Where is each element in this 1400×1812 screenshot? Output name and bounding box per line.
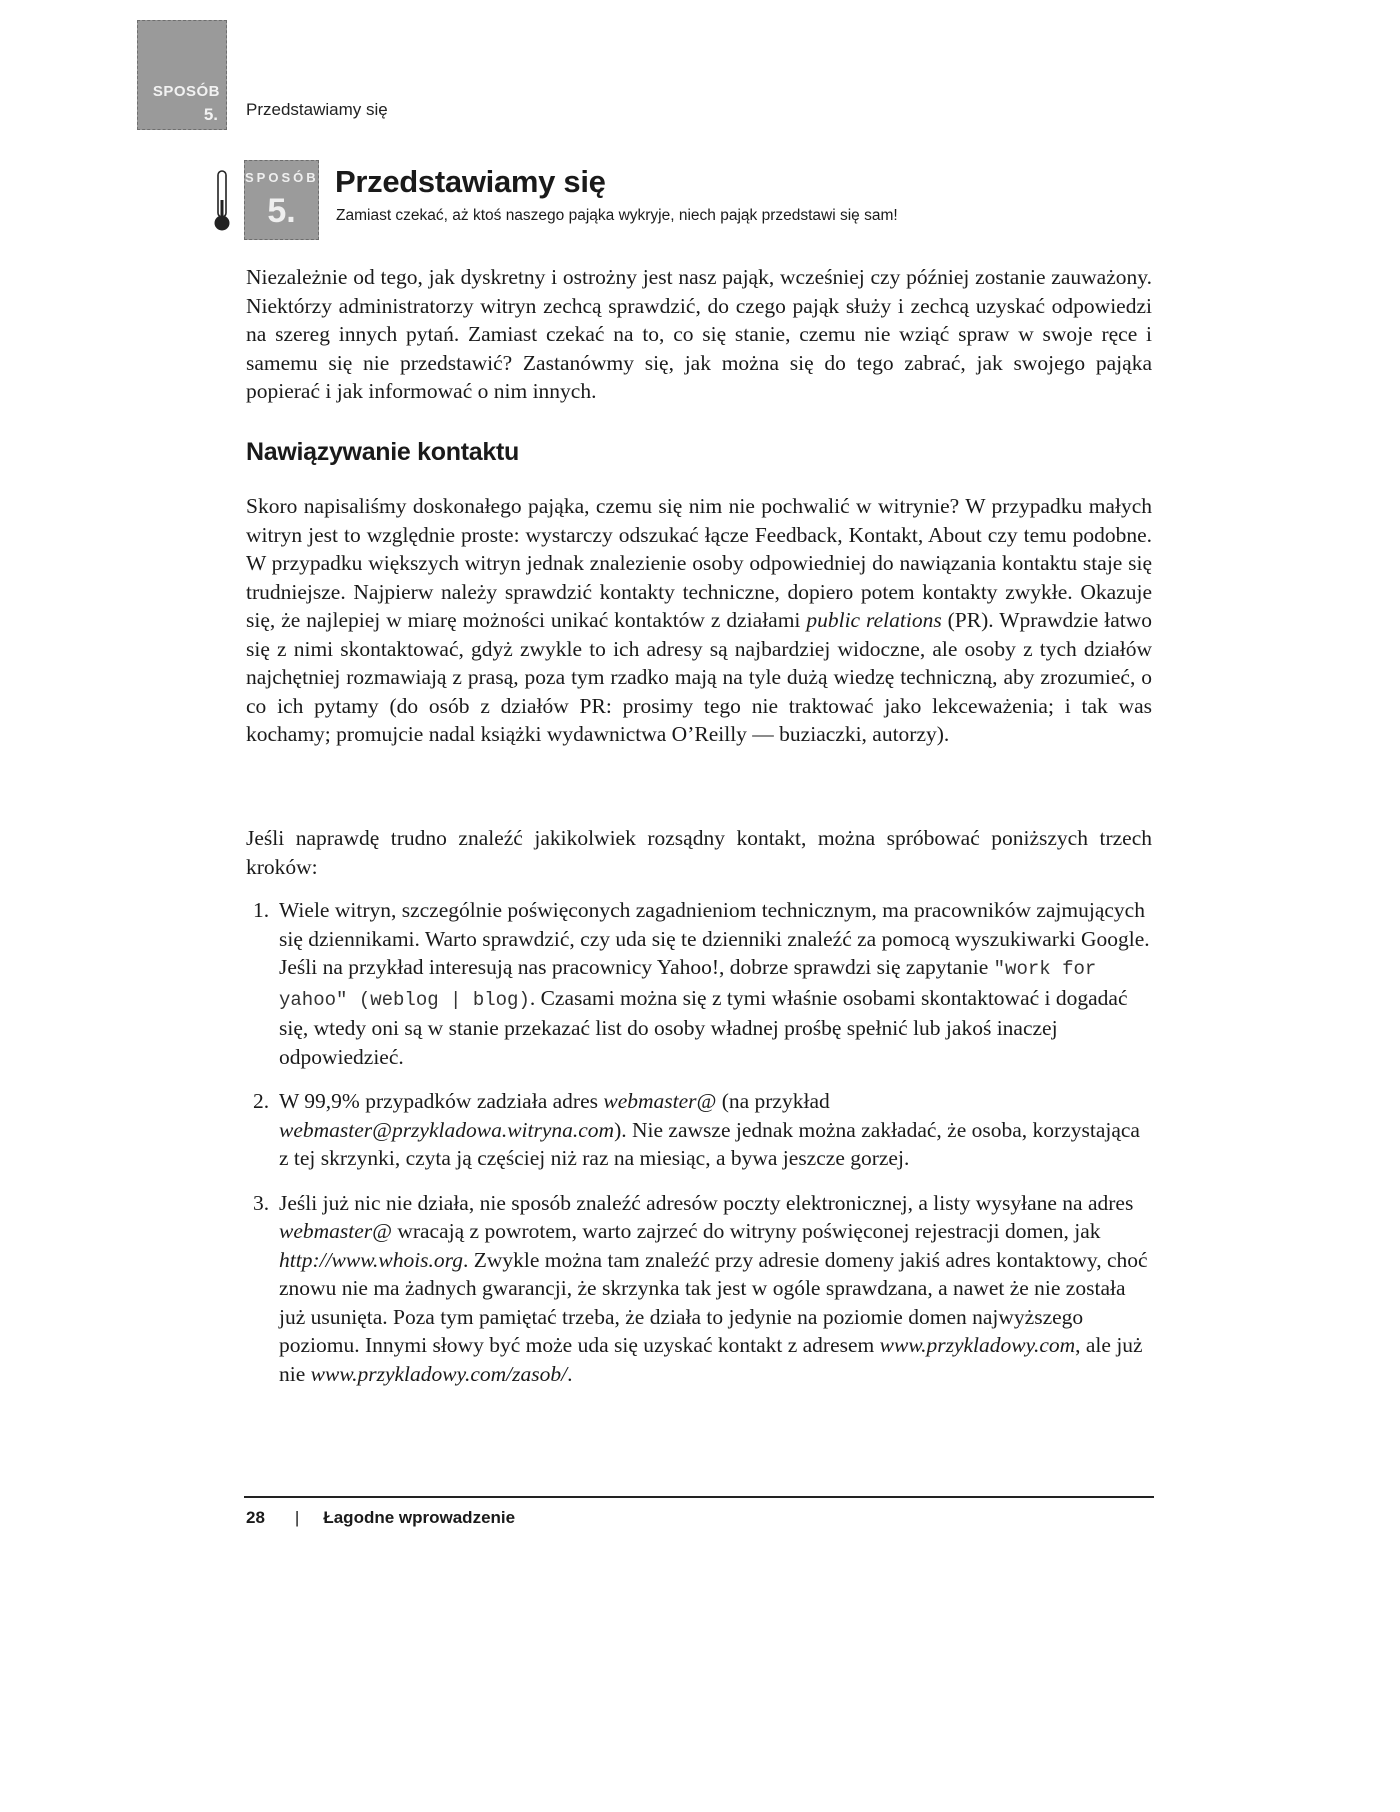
whois-link[interactable]: http://www.whois.org xyxy=(279,1247,463,1272)
webmaster-address: webmaster@ xyxy=(603,1089,717,1113)
header-tab-number: 5. xyxy=(203,105,218,124)
step-1-text-a: Wiele witryn, szczególnie poświęconych zagadnieniom technicznym, ma pracowników zajmujących się dziennikami. Warto sprawdzić, czy uda się te dzienniki znaleźć za pomocą wyszukiwarki Google. Jeśli na przykład interesują nas pracownicy Yahoo!, dobrze sprawdzi się zapytanie xyxy=(279,898,1150,979)
list-item xyxy=(246,896,1152,1071)
step-2-text-c: ). Nie zawsze jednak można zakładać, że osoba, korzystająca z tej skrzynki, czyta ją częściej niż raz na miesiąc, a bywa jeszcze gorzej. xyxy=(279,1117,1140,1170)
list-item-number: 3. xyxy=(253,1190,270,1215)
page-footer xyxy=(246,1508,515,1528)
header-tab-label: SPOSÓB xyxy=(152,83,220,100)
header-hack-tab xyxy=(137,20,227,130)
step-3-text-e: . xyxy=(567,1361,573,1386)
hack-box-number: 5. xyxy=(267,192,296,230)
hack-subtitle: Zamiast czekać, aż ktoś naszego pająka wykryje, niech pająk przedstawi się sam! xyxy=(336,207,898,224)
section-paragraph-2: Jeśli naprawdę trudno znaleźć jakikolwiek rozsądny kontakt, można spróbować poniższych trzech kroków: xyxy=(246,826,1152,879)
step-3-text-a: Jeśli już nic nie działa, nie sposób znaleźć adresów poczty elektronicznej, a listy wysyłane na adres xyxy=(279,1190,1134,1215)
step-3-text-d: , ale już nie xyxy=(279,1333,1143,1386)
thermometer-icon xyxy=(213,170,231,232)
list-item-number: 2. xyxy=(253,1089,270,1113)
running-header-title: Przedstawiamy się xyxy=(246,100,388,119)
list-item-number: 1. xyxy=(253,898,270,922)
example-email: webmaster@przykladowa.witryna.com xyxy=(279,1117,615,1142)
step-2-text-a: W 99,9% przypadków zadziała adres xyxy=(279,1089,604,1113)
hack-number-box xyxy=(244,160,319,240)
intro-paragraph: Niezależnie od tego, jak dyskretny i ostrożny jest nasz pająk, wcześniej czy później zostanie zauważony. Niektórzy administratorzy witryn zechcą sprawdzić, do czego pająk służy i zechcą uzyskać odpowiedzi na szereg innych pytań. Zamiast czekać na to, co się stanie, czemu nie wziąć spraw w swoje ręce i samemu się nie przedstawić? Zastanówmy się, jak można się do tego zabrać, jak swojego pająka popierać i jak informować o nim innych. xyxy=(246,265,1152,403)
google-query-code: "work for yahoo" (weblog | blog) xyxy=(279,958,1097,1011)
steps-list xyxy=(246,896,1152,1404)
footer-separator: | xyxy=(294,1508,300,1527)
step-3-text-c: . Zwykle można tam znaleźć przy adresie domeny jakiś adres kontaktowy, choć znowu nie ma żadnych gwarancji, że skrzynka tak jest w ogóle sprawdzana, a nawet że nie została już usunięta. Poza tym pamiętać trzeba, że działa to jedynie na poziomie domen najwyższego poziomu. Innymi słowy być może uda się uzyskać kontakt z adresem xyxy=(279,1247,1148,1357)
page-number: 28 xyxy=(246,1508,265,1527)
chapter-title: Łagodne wprowadzenie xyxy=(323,1508,516,1527)
example-subpath: www.przykladowy.com/zasob/ xyxy=(310,1361,568,1386)
hack-box-label: SPOSÓB xyxy=(245,170,319,185)
hack-title: Przedstawiamy się xyxy=(335,164,606,199)
step-1-text-b: . Czasami można się z tymi właśnie osobami skontaktować i dogadać się, wtedy oni są w stanie przekazać list do osoby władnej prośbę spełnić lub jakoś inaczej odpowiedzieć. xyxy=(279,985,1128,1069)
example-domain: www.przykladowy.com xyxy=(879,1333,1076,1357)
step-2-text-b: (na przykład xyxy=(716,1089,830,1113)
section-paragraph-1 xyxy=(246,492,1152,749)
step-3-text-b: wracają z powrotem, warto zajrzeć do witryny poświęconej rejestracji domen, jak xyxy=(391,1219,1101,1243)
section-paragraph-1-text-b: (PR). Wprawdzie łatwo się z nimi skontaktować, gdyż zwykle to ich adresy są najbardziej widoczne, ale osoby z tych działów najchętniej rozmawiają z prasą, poza tym rzadko mają na tyle dużą wiedzę techniczną, aby zrozumieć, o co ich pytamy (do osób z działów PR: prosimy tego nie traktować jako lekceważenia; i tak was kochamy; promujcie nadal książki wydawnictwa O’Reilly — buziaczki, autorzy). xyxy=(246,608,1152,746)
section-paragraph-1-emphasis: public relations xyxy=(806,608,942,632)
webmaster-address: webmaster@ xyxy=(279,1219,392,1243)
section-heading: Nawiązywanie kontaktu xyxy=(246,438,519,466)
list-item xyxy=(246,1087,1152,1173)
section-paragraph-1-text-a: Skoro napisaliśmy doskonałego pająka, czemu się nim nie pochwalić w witrynie? W przypadku małych witryn jest to względnie proste: wystarczy odszukać łącze Feedback, Kontakt, About czy temu podobne. W przypadku większych witryn jednak znalezienie osoby odpowiedniej do nawiązania kontaktu staje się trudniejsze. Najpierw należy sprawdzić kontakty techniczne, dopiero potem kontakty zwykłe. Okazuje się, że najlepiej w miarę możności unikać kontaktów z działami xyxy=(246,494,1152,632)
list-item xyxy=(246,1189,1152,1389)
footer-rule xyxy=(244,1496,1154,1498)
